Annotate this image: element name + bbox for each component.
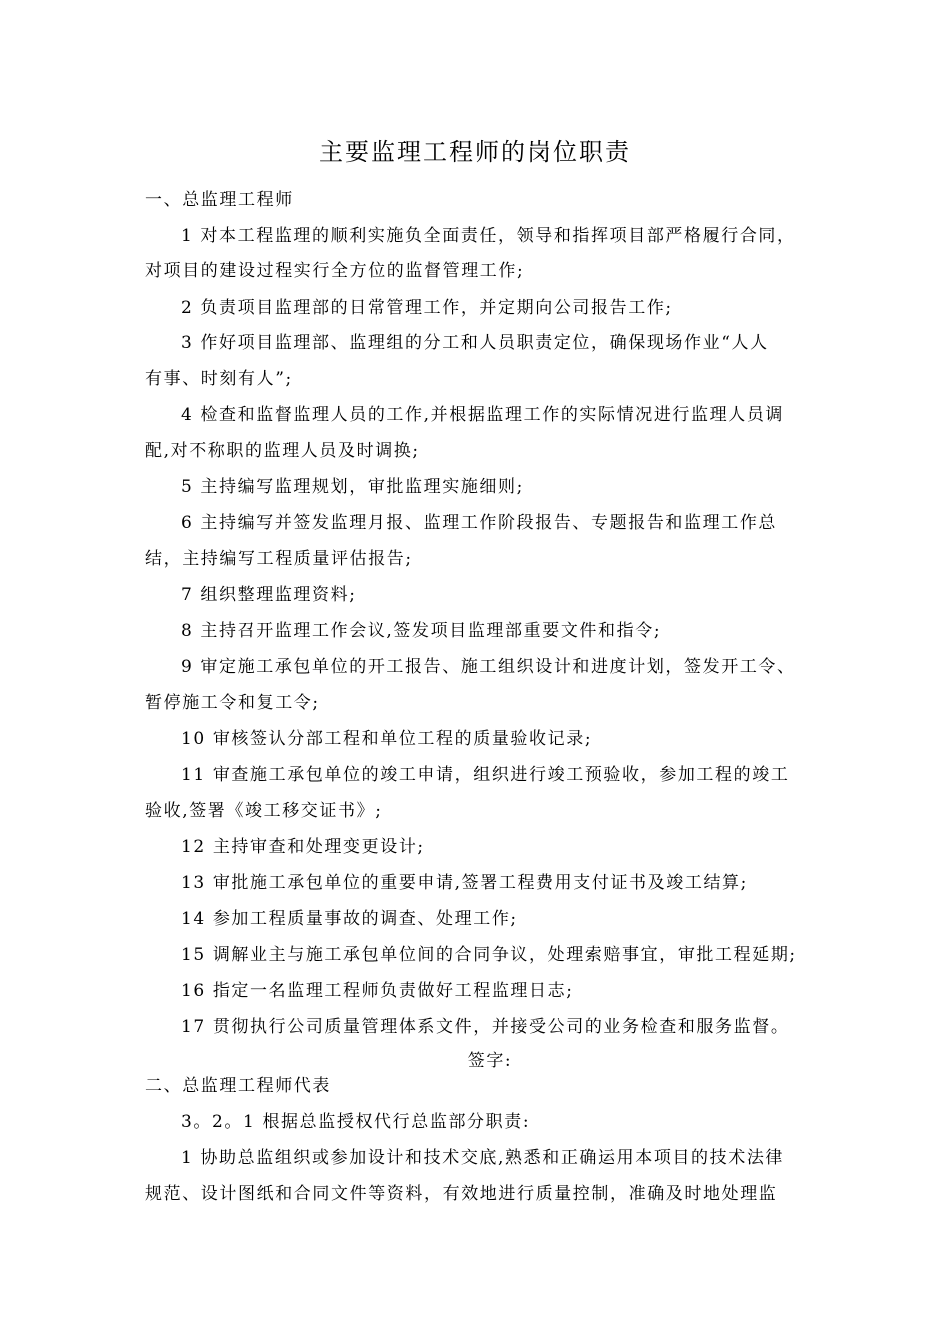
duty-item-17: 17 贯彻执行公司质量管理体系文件，并接受公司的业务检查和服务监督。: [181, 1017, 790, 1037]
deputy-clause-heading: 3。2。1 根据总监授权代行总监部分职责:: [181, 1112, 531, 1132]
duty-item-8: 8 主持召开监理工作会议,签发项目监理部重要文件和指令;: [181, 621, 662, 641]
duty-item-9-line-1: 9 审定施工承包单位的开工报告、施工组织设计和进度计划，签发开工令、: [181, 657, 796, 677]
deputy-item-1-line-1: 1 协助总监组织或参加设计和技术交底,熟悉和正确运用本项目的技术法律: [181, 1148, 785, 1168]
duty-item-1-line-1: 1 对本工程监理的顺利实施负全面责任，领导和指挥项目部严格履行合同，: [181, 226, 796, 246]
duty-item-5: 5 主持编写监理规划，审批监理实施细则;: [181, 477, 524, 497]
duty-item-6-line-1: 6 主持编写并签发监理月报、监理工作阶段报告、专题报告和监理工作总: [181, 513, 778, 533]
duty-item-10: 10 审核签认分部工程和单位工程的质量验收记录;: [181, 729, 593, 749]
document-title: 主要监理工程师的岗位职责: [319, 138, 631, 166]
duty-item-3-line-1: 3 作好项目监理部、监理组的分工和人员职责定位，确保现场作业“人人: [181, 333, 769, 353]
duty-item-4-line-2: 配,对不称职的监理人员及时调换;: [145, 441, 420, 461]
duty-item-13: 13 审批施工承包单位的重要申请,签署工程费用支付证书及竣工结算;: [181, 873, 748, 893]
duty-item-16: 16 指定一名监理工程师负责做好工程监理日志;: [181, 981, 574, 1001]
duty-item-6-line-2: 结，主持编写工程质量评估报告;: [145, 549, 413, 569]
duty-item-12: 12 主持审查和处理变更设计;: [181, 837, 425, 857]
duty-item-4-line-1: 4 检查和监督监理人员的工作,并根据监理工作的实际情况进行监理人员调: [181, 405, 785, 425]
section-heading-chief-engineer: 一、总监理工程师: [145, 190, 294, 210]
duty-item-11-line-1: 11 审查施工承包单位的竣工申请，组织进行竣工预验收，参加工程的竣工: [181, 765, 790, 785]
duty-item-15: 15 调解业主与施工承包单位间的合同争议，处理索赔事宜，审批工程延期;: [181, 945, 797, 965]
duty-item-1-line-2: 对项目的建设过程实行全方位的监督管理工作;: [145, 261, 525, 281]
signature-label: 签字:: [467, 1051, 513, 1071]
duty-item-11-line-2: 验收,签署《竣工移交证书》;: [145, 801, 383, 821]
duty-item-14: 14 参加工程质量事故的调查、处理工作;: [181, 909, 518, 929]
duty-item-9-line-2: 暂停施工令和复工令;: [145, 693, 320, 713]
section-heading-deputy: 二、总监理工程师代表: [145, 1076, 331, 1096]
duty-item-7: 7 组织整理监理资料;: [181, 585, 357, 605]
deputy-item-1-line-2: 规范、设计图纸和合同文件等资料，有效地进行质量控制，准确及时地处理监: [145, 1184, 778, 1204]
duty-item-3-line-2: 有事、时刻有人”;: [145, 369, 293, 389]
duty-item-2: 2 负责项目监理部的日常管理工作，并定期向公司报告工作;: [181, 298, 673, 318]
